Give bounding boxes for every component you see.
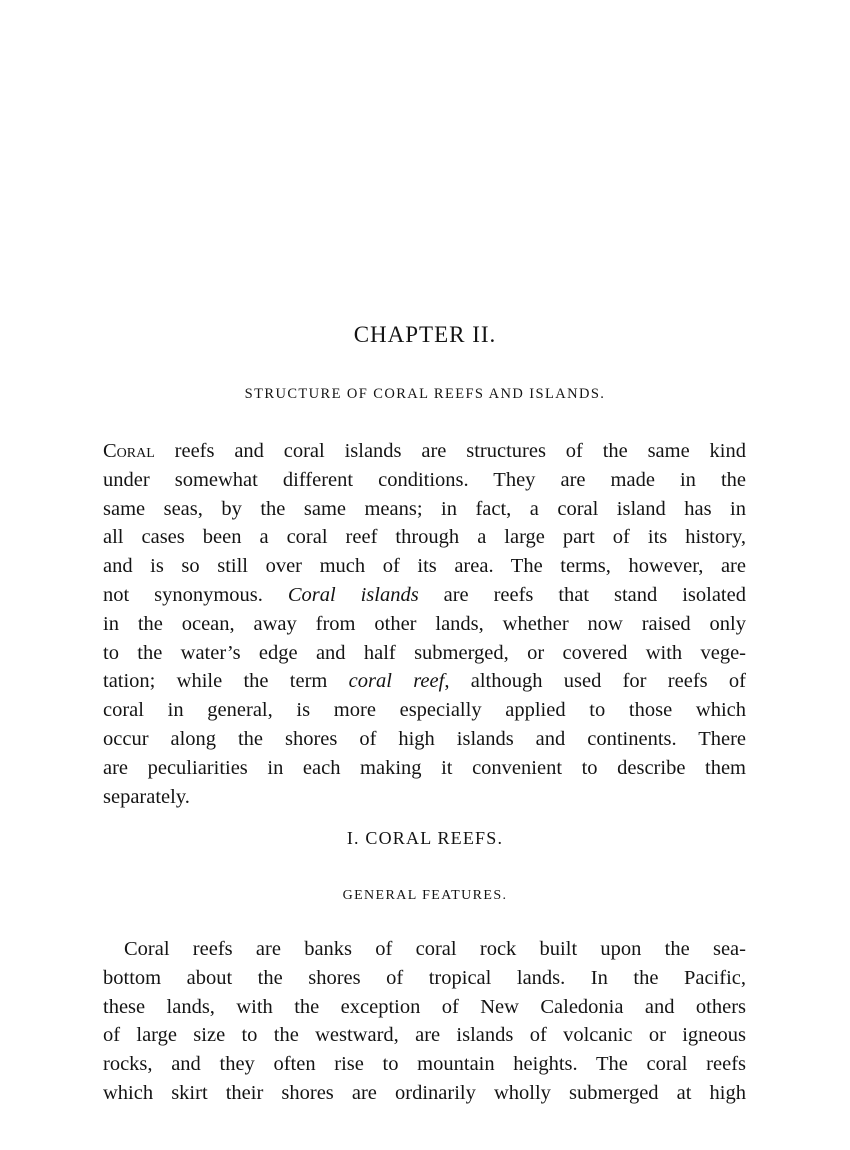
text-line: in the ocean, away from other lands, whether now raised only [103,612,746,635]
text-line: which skirt their shores are ordinarily wholly submerged at high [103,1081,746,1104]
text-line: occur along the shores of high islands and continents. There [103,727,746,750]
text-line: same seas, by the same means; in fact, a coral island has in [103,497,746,520]
text-line-part: not synonymous. [103,583,288,606]
italic-term: coral reef [348,670,445,693]
text-line-part: , although used for reefs of [444,670,746,693]
chapter-title: STRUCTURE OF CORAL REEFS AND ISLANDS. [244,386,606,402]
italic-term: Coral islands [287,583,419,606]
text-line: and is so still over much of its area. The terms, however, are [103,555,746,578]
text-line-part: tation; while the term [103,670,349,693]
text-line: of large size to the westward, are islands of volcanic or igneous [103,1024,746,1047]
text-line: under somewhat different conditions. They are made in the [103,468,746,491]
section-heading: I. CORAL REEFS. [346,828,504,848]
section-subheading: GENERAL FEATURES. [342,888,508,903]
paragraph-general-features [103,935,746,1108]
text-line: these lands, with the exception of New Caledonia and others [103,995,746,1018]
text-line-part: are reefs that stand isolated [418,583,746,606]
text-line [103,667,746,696]
text-line [103,437,746,466]
paragraph-intro [103,437,746,811]
text-line-part: reefs and coral islands are structures of the same kind [154,440,746,462]
lead-word: Coral [103,440,155,462]
text-line: rocks, and they often rise to mountain heights. The coral reefs [103,1053,746,1076]
text-line: are peculiarities in each making it convenient to describe them [103,756,746,779]
text-line: separately. [103,785,190,808]
text-line: bottom about the shores of tropical lands. In the Pacific, [103,966,746,989]
text-line [103,581,746,610]
text-line: to the water’s edge and half submerged, or covered with vege- [103,641,746,664]
text-line: all cases been a coral reef through a large part of its history, [103,526,746,549]
text-line: Coral reefs are banks of coral rock built upon the sea- [124,938,746,960]
text-line: coral in general, is more especially applied to those which [103,699,746,722]
chapter-heading: CHAPTER II. [353,322,497,347]
